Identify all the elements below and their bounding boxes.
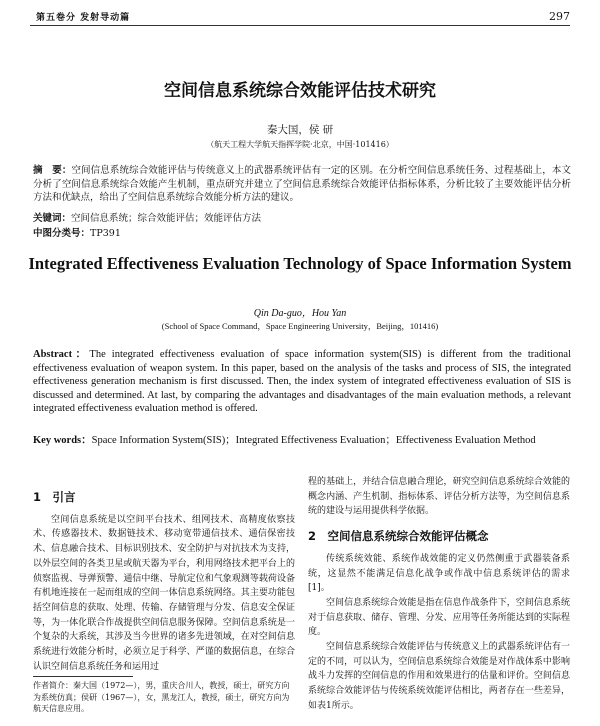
right-column [308, 475, 570, 714]
cn-authors: 秦大国，侯 研 [266, 124, 334, 136]
continuation-paragraph: 程的基础上，并结合信息融合理论，研究空间信息系统综合效能的概念内涵、产生机制、指标体系、评估分析方法等，为空间信息系统的建设与运用提供科学依据。 [308, 477, 570, 517]
cn-abstract-label: 摘 要： [33, 165, 72, 176]
section-1-heading: 1 引言 [33, 490, 76, 504]
cn-clc [33, 225, 571, 239]
cn-abstract [33, 164, 571, 205]
cn-clc-label: 中图分类号： [33, 228, 91, 239]
header-rule [30, 25, 570, 26]
section-2-paragraph-3: 空间信息系统综合效能评估与传统意义上的武器系统评估有一定的不同，可以认为，空间信息系统综合效能是对作战体系中影响战斗力发挥的空间信息的作用和效果进行的估量和评价。空间信息系统综合效能评估与传统系统效能评估相比，两者存在一些差异，如表1所示。 [308, 642, 570, 711]
en-affiliation: (School of Space Command，Space Engineering University，Beijing，101416) [161, 321, 439, 331]
cn-affiliation: （航天工程大学航天指挥学院·北京，中国·101416） [206, 140, 394, 149]
cn-abstract-text: 空间信息系统综合效能评估与传统意义上的武器系统评估有一定的区别。在分析空间信息系统任务、过程基础上，本文分析了空间信息系统综合效能产生机制，重点研究并建立了空间信息系统综合效能评估指标体系，分析比较了主要效能评估分析方法和优缺点，给出了空间信息系统综合效能分析方法的建议。 [33, 165, 571, 203]
cn-keywords-label: 关键词： [33, 213, 72, 224]
cn-title: 空间信息系统综合效能评估技术研究 [164, 81, 436, 101]
running-head: 第五卷分 发射导动篇 [36, 13, 131, 23]
en-keywords-text: Space Information System(SIS)；Integrated Effectiveness Evaluation；Effectiveness Evaluation Method [91, 435, 536, 446]
en-keywords-label: Key words： [33, 435, 92, 446]
footnote-rule [33, 676, 133, 677]
cn-keywords [33, 210, 571, 224]
en-abstract [33, 348, 571, 416]
section-2-paragraph-1: 传统系统效能、系统作战效能的定义仍然侧重于武器装备系统，这显然不能满足信息化战争或作战中信息系统评估的需求[1]。 [308, 553, 570, 594]
en-keywords [33, 434, 571, 448]
left-column [33, 486, 295, 674]
section-2-heading: 2 空间信息系统综合效能评估概念 [308, 529, 489, 544]
cn-clc-text: TP391 [90, 228, 121, 239]
en-authors: Qin Da-guo，Hou Yan [253, 308, 347, 319]
section-1-paragraph: 空间信息系统是以空间平台技术、组网技术、高精度依察技术、传感器技术、数据链技术、移动宽带通信技术、通信保密技术、信息融合技术、目标识别技术、安全防护与对抗技术为支持，以外层空间的各类卫星或航天器为平台，利用网络技术把平台上的侦察监视、导弹预警、通信中继、导航定位和气象观测等载荷设备有机地连接在一起而组成的空间一体信息系统网络。其主要功能包括空间信息的获取、处理、传输、存储管理与分发、信息安全保证等，为一体化联合作战提供空间信息服务保障。空间信息系统是一个复杂的大系统，其涉及当今世界的诸多先进领域，在对空间信息系统进行效能分析时，必须立足于科学、严谨的数据信息，在综合认识空间信息系统任务和运用过 [33, 514, 295, 672]
cn-keywords-text: 空间信息系统；综合效能评估；效能评估方法 [71, 213, 262, 224]
footnote: 作者简介：秦大国（1972—），男，重庆合川人，教授，硕士，研究方向为系统仿真；侯研（1967—），女，黑龙江人，教授，硕士，研究方向为航天信息应用。 [33, 681, 290, 713]
section-2-paragraph-2: 空间信息系统综合效能是指在信息作战条件下，空间信息系统对于信息获取、储存、管理、分发、应用等任务所能达到的实际程度。 [308, 597, 570, 638]
en-abstract-label: Abstract： [33, 349, 90, 360]
en-abstract-text: The integrated effectiveness evaluation of space information system(SIS) is different from the traditional effectiveness evaluation of weapon system. In this paper, based on the analysis of the tasks and process of SIS, the integrated effectiveness generation mechanism is first discussed. Then, the index system of integrated effectiveness evaluation of SIS is discussed and determined. At last, by comparing the advantages and disadvantages of the main evaluation methods, a relevant integrated effectiveness evaluation method is offered. [33, 349, 571, 414]
en-title: Integrated Effectiveness Evaluation Technology of Space Information System [28, 254, 572, 273]
page-number: 297 [549, 10, 570, 23]
